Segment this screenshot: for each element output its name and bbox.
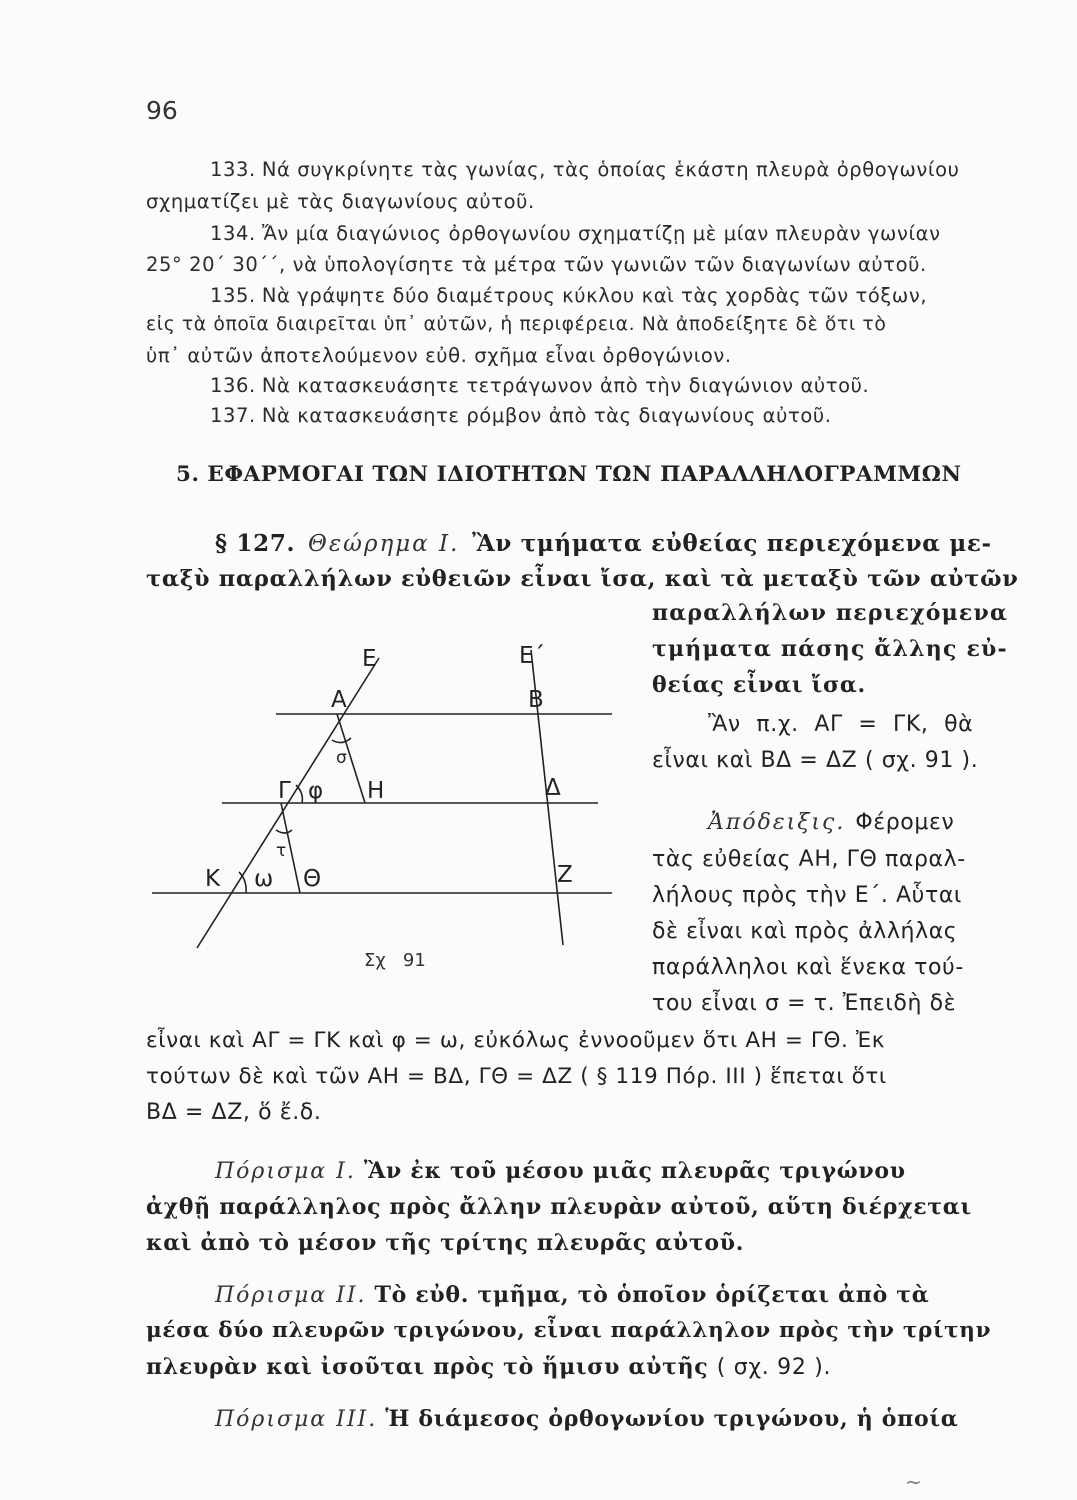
porisma-1-line-1: Πόρισμα Ι. Ἂν ἐκ τοῦ μέσου μιᾶς πλευρᾶς τριγώνου xyxy=(215,1158,906,1184)
porisma-1-line-2: ἀχθῇ παράλληλος πρὸς ἄλλην πλευρὰν αὐτοῦ, αὕτη διέρχεται xyxy=(146,1194,972,1220)
figure-reference: ( σχ. 92 ). xyxy=(716,1355,832,1380)
label-e: Ε xyxy=(362,646,377,672)
proof-line-4: δὲ εἶναι καὶ πρὸς ἀλλήλας xyxy=(652,919,958,944)
proof-line-8: τούτων δὲ καὶ τῶν ΑΗ = ΒΔ, ΓΘ = ΔΖ ( § 119 Πόρ. ΙΙΙ ) ἕπεται ὅτι xyxy=(146,1064,887,1089)
proof-label: Ἀπόδειξις. xyxy=(708,810,846,835)
label-a: Α xyxy=(331,687,347,713)
example-line-2: εἶναι καὶ ΒΔ = ΔΖ ( σχ. 91 ). xyxy=(652,748,979,773)
porisma-2-line-1: Πόρισμα ΙΙ. Τὸ εὐθ. τμῆμα, τὸ ὁποῖον ὁρίζεται ἀπὸ τὰ xyxy=(215,1282,930,1308)
label-th: Θ xyxy=(303,866,322,892)
theorem-label: Θεώρημα Ι. xyxy=(307,531,460,557)
angle-arc-tau xyxy=(276,830,292,833)
label-d: Δ xyxy=(545,775,561,801)
footer-mark: ~ xyxy=(905,1470,922,1494)
label-e-prime: Ε΄ xyxy=(519,643,546,669)
page-number: 96 xyxy=(146,96,178,125)
porisma-3-line-1: Πόρισμα ΙΙΙ. Ἡ διάμεσος ὀρθογωνίου τριγώνου, ἡ ὁποία xyxy=(215,1406,959,1432)
proof-line-9: ΒΔ = ΔΖ, ὅ ἔ.δ. xyxy=(146,1100,322,1125)
label-phi: φ xyxy=(308,778,324,804)
label-omega: ω xyxy=(254,866,274,892)
exercise-133-cont: σχηματίζει μὲ τὰς διαγωνίους αὐτοῦ. xyxy=(146,190,535,213)
figure-caption: Σχ 91 xyxy=(364,950,426,971)
porisma-3-label: Πόρισμα ΙΙΙ. xyxy=(215,1407,378,1432)
exercise-136: 136. Νὰ κατασκευάσητε τετράγωνον ἀπὸ τὴν διαγώνιον αὐτοῦ. xyxy=(210,374,870,397)
exercise-135-cont2: ὑπ᾽ αὐτῶν ἀποτελούμενον εὐθ. σχῆμα εἶναι ὀρθογώνιον. xyxy=(146,344,732,367)
proof-line-6: του εἶναι σ = τ. Ἐπειδὴ δὲ xyxy=(652,991,957,1016)
angle-arc-sigma xyxy=(332,738,351,743)
angle-arc-omega xyxy=(239,872,246,893)
label-g: Γ xyxy=(278,778,291,804)
porisma-2-line-3: πλευρὰν καὶ ἰσοῦται πρὸς τὸ ἥμισυ αὐτῆς ( σχ. 92 ). xyxy=(146,1354,832,1380)
porisma-1-line-3: καὶ ἀπὸ τὸ μέσον τῆς τρίτης πλευρᾶς αὐτοῦ. xyxy=(146,1230,745,1256)
section-heading: 5. ΕΦΑΡΜΟΓΑΙ ΤΩΝ ΙΔΙΟΤΗΤΩΝ ΤΩΝ ΠΑΡΑΛΛΗΛΟΓΡΑΜΜΩΝ xyxy=(176,462,962,487)
label-sigma: σ xyxy=(336,748,347,768)
label-tau: τ xyxy=(276,841,287,861)
proof-line-5: παράλληλοι καὶ ἕνεκα τού- xyxy=(652,955,964,980)
porisma-1-label: Πόρισμα Ι. xyxy=(215,1159,356,1184)
exercise-134: 134. Ἄν μία διαγώνιος ὀρθογωνίου σχηματίζῃ μὲ μίαν πλευρὰν γωνίαν xyxy=(210,222,941,245)
exercise-137: 137. Νὰ κατασκευάσητε ρόμβον ἀπὸ τὰς διαγωνίους αὐτοῦ. xyxy=(210,404,832,427)
theorem-line-3: παραλλήλων περιεχόμενα xyxy=(652,600,1009,626)
theorem-line-4: τμήματα πάσης ἄλλης εὐ- xyxy=(652,636,1008,662)
label-h: Η xyxy=(367,778,385,804)
theorem-line-5: θείας εἶναι ἴσα. xyxy=(652,672,866,698)
exercise-135-cont: εἰς τὰ ὁποῖα διαιρεῖται ὑπ᾽ αὐτῶν, ἡ περιφέρεια. Νὰ ἀποδείξητε δὲ ὅτι τὸ xyxy=(146,314,887,335)
exercise-134-cont: 25° 20΄ 30΄΄, νὰ ὑπολογίσητε τὰ μέτρα τῶν γωνιῶν τῶν διαγωνίων αὐτοῦ. xyxy=(146,253,927,276)
theorem-line-2: ταξὺ παραλλήλων εὐθειῶν εἶναι ἴσα, καὶ τὰ μεταξὺ τῶν αὐτῶν xyxy=(146,566,1019,592)
proof-line-7: εἶναι καὶ ΑΓ = ΓΚ καὶ φ = ω, εὐκόλως ἐννοοῦμεν ὅτι ΑΗ = ΓΘ. Ἐκ xyxy=(146,1028,886,1053)
exercise-133: 133. Νά συγκρίνητε τὰς γωνίας, τὰς ὁποίας ἑκάστη πλευρὰ ὀρθογωνίου xyxy=(210,158,960,181)
label-z: Ζ xyxy=(557,862,573,888)
exercise-135: 135. Νὰ γράψητε δύο διαμέτρους κύκλου καὶ τὰς χορδὰς τῶν τόξων, xyxy=(210,284,928,307)
proof-line-1: Ἀπόδειξις. Φέρομεν xyxy=(708,810,955,835)
proof-line-2: τὰς εὐθείας ΑΗ, ΓΘ παραλ- xyxy=(652,847,966,872)
porisma-2-label: Πόρισμα ΙΙ. xyxy=(215,1283,367,1308)
label-b: Β xyxy=(528,687,544,713)
theorem-text-1: Ἂν τμήματα εὐθείας περιεχόμενα με- xyxy=(472,530,992,557)
paragraph-number: § 127. xyxy=(215,530,296,557)
example-line-1: Ἂν π.χ. ΑΓ = ΓΚ, θὰ xyxy=(708,712,974,737)
proof-line-3: λήλους πρὸς τὴν Ε΄. Αὗται xyxy=(652,883,962,908)
label-k: Κ xyxy=(205,866,221,892)
porisma-2-line-2: μέσα δύο πλευρῶν τριγώνου, εἶναι παράλληλον πρὸς τὴν τρίτην xyxy=(146,1318,992,1343)
